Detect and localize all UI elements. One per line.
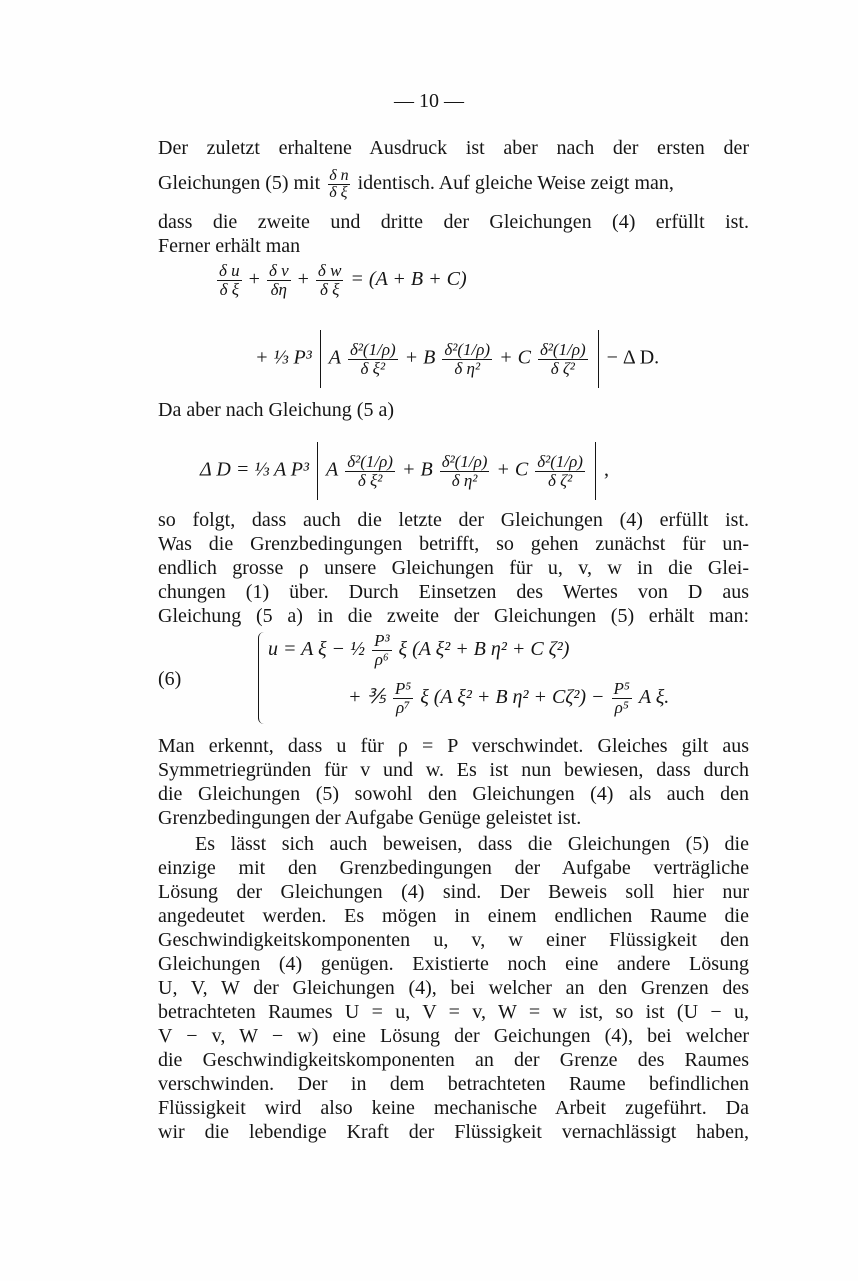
text-line: so folgt, dass auch die letzte der Gleichungen (4) erfüllt ist.	[158, 509, 749, 531]
text-line: Lösung der Gleichungen (4) sind. Der Beweis soll hier nur	[158, 881, 749, 903]
text-line: Grenzbedingungen der Aufgabe Genüge geleistet ist.	[158, 807, 582, 829]
text-line: Ferner erhält man	[158, 235, 301, 257]
text-line: Es lässt sich auch beweisen, dass die Gleichungen (5) die	[195, 833, 749, 855]
text-line: Gleichungen (4) genügen. Existierte noch eine andere Lösung	[158, 953, 749, 975]
text-line: Gleichungen (5) mit $\frac{\text{δ n}}{\text{δ ξ}}$ identisch. Auf gleiche Weise zeigt man,	[158, 167, 674, 201]
text-line: Symmetriegründen für v und w. Es ist nun bewiesen, dass durch	[158, 759, 749, 781]
text-line: V − v, W − w) eine Lösung der Geichungen (4), bei welcher	[158, 1025, 749, 1047]
equation-brace	[258, 632, 267, 724]
text-line: betrachteten Raumes U = u, V = v, W = w ist, so ist (U − u,	[158, 1001, 749, 1023]
text-line: chungen (1) über. Durch Einsetzen des Wertes von D aus	[158, 581, 749, 603]
text-line: Man erkennt, dass u für ρ = P verschwindet. Gleiches gilt aus	[158, 735, 749, 757]
equation-divergence-2: + ⅓ P³ A $\frac{\text{δ²(1/ρ)}}{\text{δ ξ²}}$ + B $\frac{\text{δ²(1/ρ)}}{\text{δ η²}}$ + C $\frac{\text{δ²(1/ρ)}}{\text{δ ζ²}}$ − Δ D.	[255, 330, 659, 388]
text-line: Da aber nach Gleichung (5 a)	[158, 399, 394, 421]
text-line: angedeutet werden. Es mögen in einem endlichen Raume die	[158, 905, 749, 927]
text-line: die Gleichungen (5) sowohl den Gleichungen (4) als auch den	[158, 783, 749, 805]
text-line: dass die zweite und dritte der Gleichungen (4) erfüllt ist.	[158, 211, 749, 233]
equation-6-line-1: u = A ξ − ½ $\frac{\text{P³}}{\text{ρ⁶}}$ ξ (A ξ² + B η² + C ζ²)	[268, 631, 570, 669]
text-line: Der zuletzt erhaltene Ausdruck ist aber nach der ersten der	[158, 137, 749, 159]
text-line: Was die Grenzbedingungen betrifft, so gehen zunächst für un-	[158, 533, 749, 555]
equation-6-line-2: + ⅗ $\frac{\text{P⁵}}{\text{ρ⁷}}$ ξ (A ξ² + B η² + Cζ²) − $\frac{\text{P⁵}}{\text{ρ⁵}}$ A ξ.	[348, 679, 670, 717]
fraction: $\frac{\text{δ n}}{\text{δ ξ}}$	[329, 167, 349, 201]
text-line: verschwinden. Der in dem betrachteten Raume befindlichen	[158, 1073, 749, 1095]
equation-divergence: $\frac{\text{δ u}}{\text{δ ξ}}$ + $\frac{\text{δ v}}{\delta\eta}$ + $\frac{\text{δ w}}{\text{δ ξ}}$ = (A + B + C)	[219, 261, 467, 299]
text-line: einzige mit den Grenzbedingungen der Aufgabe verträgliche	[158, 857, 749, 879]
text-line: U, V, W der Gleichungen (4), bei welcher an den Grenzen des	[158, 977, 749, 999]
equation-label: (6)	[158, 668, 182, 690]
text-line: Geschwindigkeitskomponenten u, v, w einer Flüssigkeit den	[158, 929, 749, 951]
text-line: die Geschwindigkeitskomponenten an der Grenze des Raumes	[158, 1049, 749, 1071]
text-line: Gleichung (5 a) in die zweite der Gleichungen (5) erhält man:	[158, 605, 749, 627]
equation-delta-d: Δ D = ⅓ A P³ A $\frac{\text{δ²(1/ρ)}}{\text{δ ξ²}}$ + B $\frac{\text{δ²(1/ρ)}}{\text{δ η²}}$ + C $\frac{\text{δ²(1/ρ)}}{\text{δ ζ²}}$ ,	[200, 442, 609, 500]
page-number: — 10 —	[394, 90, 464, 112]
text-line: wir die lebendige Kraft der Flüssigkeit vernachlässigt haben,	[158, 1121, 749, 1143]
text-line: endlich grosse ρ unsere Gleichungen für u, v, w in die Glei-	[158, 557, 749, 579]
text-line: Flüssigkeit wird also keine mechanische Arbeit zugeführt. Da	[158, 1097, 749, 1119]
